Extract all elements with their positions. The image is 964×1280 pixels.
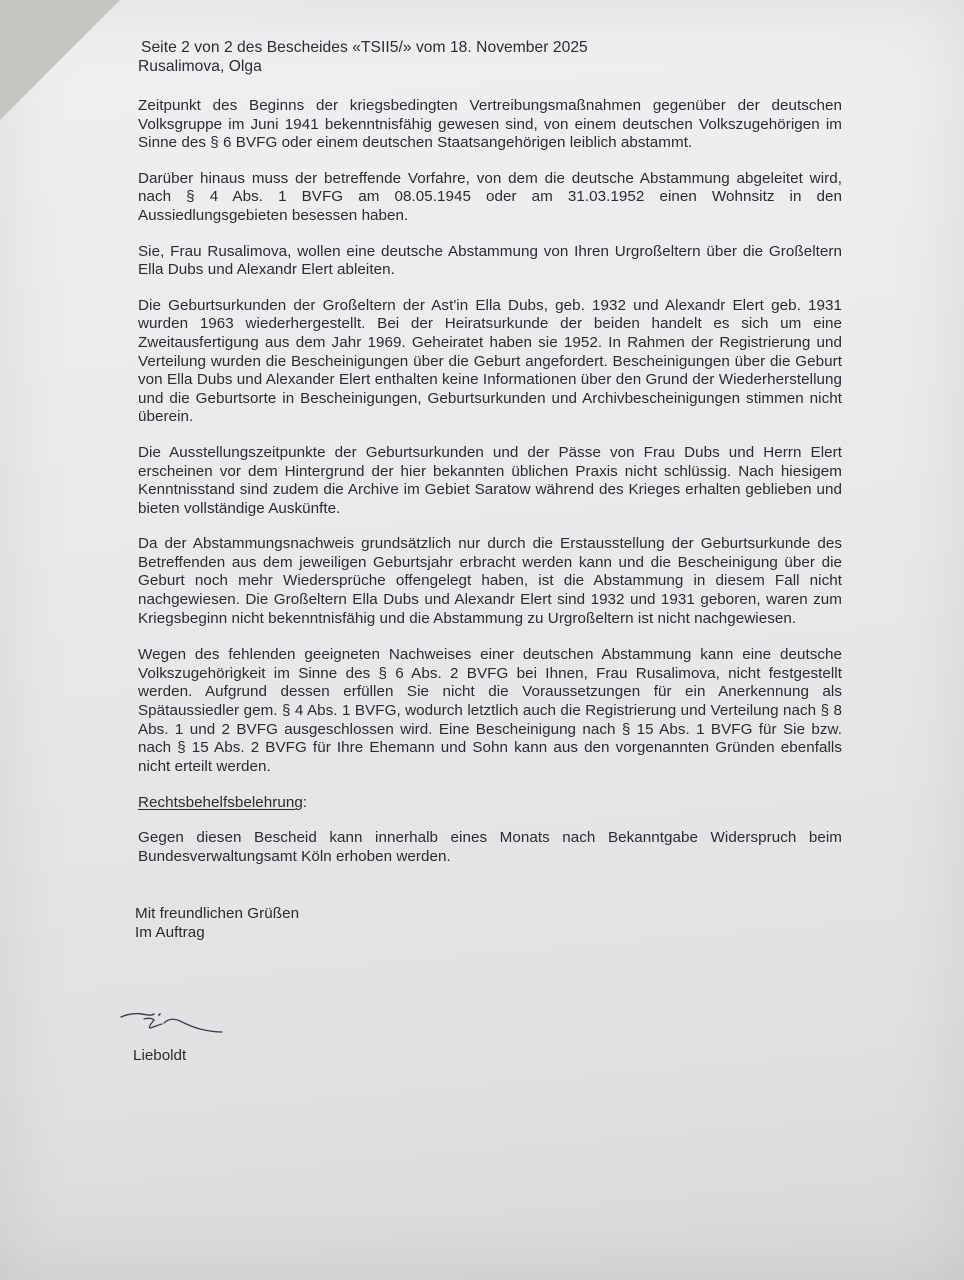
closing-greeting: Mit freundlichen Grüßen: [135, 905, 300, 923]
paragraph-2: Darüber hinaus muss der betreffende Vorfahre, von dem die deutsche Abstammung abgeleitet wird, nach § 4 Abs. 1 BVFG am 08.05.1945 oder am 31.03.1952 einen Wohnsitz in den Aussiedlungsgebieten besessen haben.: [138, 169, 842, 224]
paragraph-6: Da der Abstammungsnachweis grundsätzlich nur durch die Erstausstellung der Geburtsurkunde des Betreffenden aus dem jeweiligen Geburtsjahr erbracht werden kann und die Bescheinigung über die Geburt noch mehr Wiedersprüche offengelegt haben, ist die Abstammung in diesem Fall nicht nachgewiesen. Die Großeltern Ella Dubs und Alexandr Elert sind 1932 und 1931 geboren, waren zum Kriegsbeginn nicht bekenntnisfähig und die Abstammung zu Urgroßeltern ist nicht nachgewiesen.: [138, 535, 842, 627]
recipient-name: Rusalimova, Olga: [138, 58, 262, 75]
closing-auftrag: Im Auftrag: [135, 924, 205, 942]
letter-content: [135, 38, 842, 942]
rechtsbehelf-text: Gegen diesen Bescheid kann innerhalb eines Monats nach Bekanntgabe Widerspruch beim Bundesverwaltungsamt Köln erhoben werden.: [138, 829, 842, 865]
paragraph-3: Sie, Frau Rusalimova, wollen eine deutsche Abstammung von Ihren Urgroßeltern über die Großeltern Ella Dubs und Alexandr Elert ableiten.: [138, 242, 842, 279]
page-header: Seite 2 von 2 des Bescheides «TSII5/» vom 18. November 2025: [141, 39, 588, 56]
paragraph-5: Die Ausstellungszeitpunkte der Geburtsurkunden und der Pässe von Frau Dubs und Herrn Elert erscheinen vor dem Hintergrund der hier bekannten üblichen Praxis nicht schlüssig. Nach hiesigem Kenntnisstand sind zudem die Archive im Gebiet Saratow während des Krieges erhalten geblieben und bieten vollständige Auskünfte.: [138, 443, 842, 517]
paragraph-4: Die Geburtsurkunden der Großeltern der Ast'in Ella Dubs, geb. 1932 und Alexandr Elert geb. 1931 wurden 1963 wiederhergestellt. Bei der Heiratsurkunde der beiden handelt es sich um eine Zweitausfertigung aus dem Jahr 1969. Geheiratet haben sie 1952. In Rahmen der Registrierung und Verteilung wurden die Bescheinigungen über die Geburt angefordert. Bescheinigungen über die Geburt von Ella Dubs und Alexander Elert enthalten keine Informationen über den Grund der Wiederherstellung und die Geburtsorte in Bescheinigungen, Geburtsurkunden und Archivbescheinigungen stimmen nicht überein.: [138, 296, 842, 426]
paragraph-7: Wegen des fehlenden geeigneten Nachweises einer deutschen Abstammung kann eine deutsche Volkszugehörigkeit im Sinne des § 6 Abs. 2 BVFG bei Ihnen, Frau Rusalimova, nicht festgestellt werden. Aufgrund dessen erfüllen Sie nicht die Voraussetzungen für ein Anerkennung als Spätaussiedler gem. § 4 Abs. 1 BVFG, wodurch letztlich auch die Registrierung und Verteilung nach § 8 Abs. 1 und 2 BVFG ausgeschlossen wird. Eine Bescheinigung nach § 15 Abs. 1 BVFG für Sie bzw. nach § 15 Abs. 2 BVFG für Ihre Ehemann und Sohn kann aus den vorgenannten Gründen ebenfalls nicht erteilt werden.: [138, 646, 842, 775]
handwritten-signature: [118, 1005, 228, 1037]
closing-block: [135, 904, 842, 942]
signer-name: Lieboldt: [133, 1047, 187, 1064]
rechtsbehelf-heading: [138, 794, 842, 813]
rechtsbehelf-heading-text: Rechtsbehelfsbelehrung: [138, 794, 303, 812]
paragraph-1: Zeitpunkt des Beginns der kriegsbedingten Vertreibungsmaßnahmen gegenüber der deutschen Volksgruppe im Juni 1941 bekenntnisfähig gewesen sind, von einem deutschen Volkszugehörigen im Sinne des § 6 BVFG oder einem deutschen Staatsangehörigen leiblich abstammt.: [138, 97, 842, 152]
rechtsbehelf-heading-colon: :: [302, 794, 308, 812]
